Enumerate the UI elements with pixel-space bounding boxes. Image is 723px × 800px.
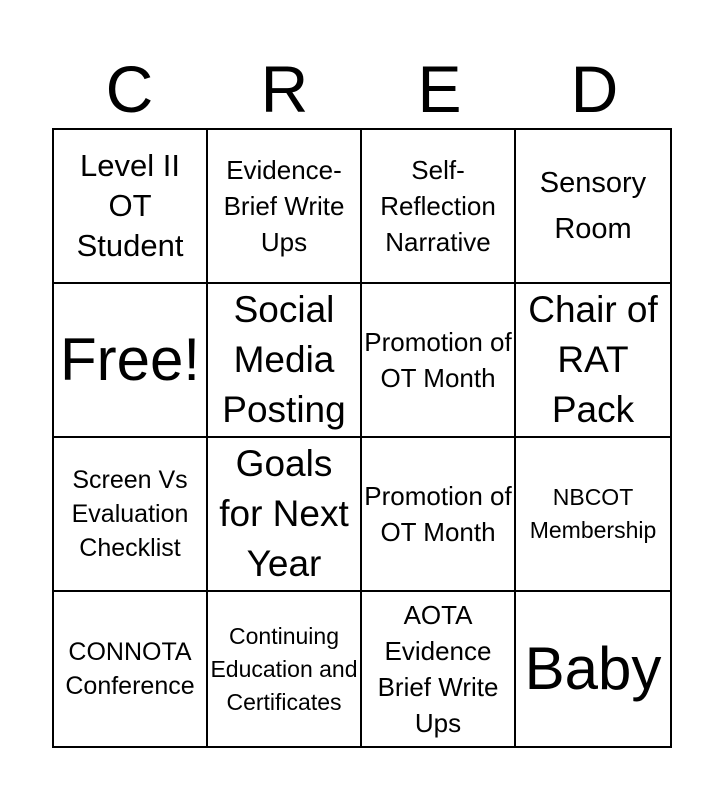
bingo-grid	[52, 128, 672, 748]
bingo-cell-text: Screen Vs Evaluation Checklist	[71, 466, 189, 562]
bingo-cell[interactable]	[516, 130, 670, 284]
bingo-cell-text: Level II OT Student	[76, 148, 184, 263]
bingo-cell[interactable]	[54, 592, 208, 746]
header-letter-e: E	[417, 52, 462, 126]
bingo-cell-text: Self-Reflection Narrative	[380, 155, 496, 257]
bingo-cell[interactable]	[516, 284, 670, 438]
bingo-cell-text: NBCOT Membership	[529, 484, 657, 543]
header-letter-r: R	[260, 52, 309, 126]
bingo-cell-text: Chair of RAT Pack	[528, 289, 658, 430]
bingo-cell-text: Free!	[59, 326, 201, 393]
bingo-cell-text: Sensory Room	[539, 167, 647, 245]
bingo-cell[interactable]	[362, 438, 516, 592]
bingo-cell-text: Evidence-Brief Write Ups	[223, 155, 345, 257]
header-letter-c: C	[105, 52, 154, 126]
bingo-cell[interactable]	[516, 438, 670, 592]
header-letter-d: D	[570, 52, 619, 126]
bingo-header	[52, 50, 672, 128]
bingo-cell-text: Promotion of OT Month	[364, 481, 512, 547]
bingo-cell[interactable]	[54, 130, 208, 284]
bingo-cell[interactable]	[208, 438, 362, 592]
bingo-cell[interactable]	[362, 130, 516, 284]
bingo-cell[interactable]	[208, 592, 362, 746]
bingo-free-space[interactable]	[54, 284, 208, 438]
bingo-cell-text: AOTA Evidence Brief Write Ups	[377, 600, 499, 738]
bingo-cell[interactable]	[362, 284, 516, 438]
bingo-cell-text: Goals for Next Year	[219, 443, 349, 584]
bingo-cell-text: Social Media Posting	[222, 289, 346, 430]
bingo-cell[interactable]	[208, 130, 362, 284]
bingo-cell[interactable]	[516, 592, 670, 746]
bingo-cell-text: Continuing Education and Certificates	[210, 622, 358, 715]
bingo-cell-text: Promotion of OT Month	[364, 327, 512, 393]
bingo-cell[interactable]	[54, 438, 208, 592]
bingo-cell[interactable]	[362, 592, 516, 746]
bingo-cell-text: Baby	[524, 635, 662, 702]
bingo-cell[interactable]	[208, 284, 362, 438]
bingo-cell-text: CONNOTA Conference	[65, 638, 195, 700]
